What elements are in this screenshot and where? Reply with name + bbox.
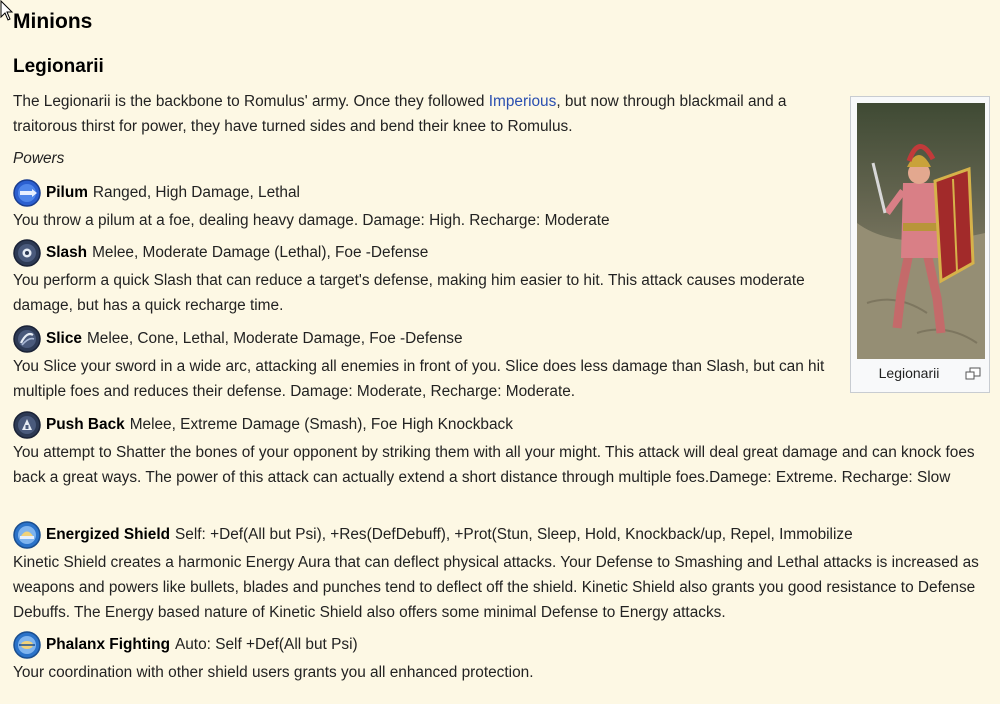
intro-paragraph bbox=[13, 89, 843, 139]
mouse-cursor-icon bbox=[0, 0, 14, 22]
legionarii-figure bbox=[850, 96, 990, 393]
section-heading-minions: Minions bbox=[13, 10, 93, 33]
intro-text-after: , but now through blackmail and a traitorous thirst for power, they have turned sides and bend their knee to Romulus. bbox=[13, 93, 787, 135]
power-tags: Ranged, High Damage, Lethal bbox=[92, 184, 300, 201]
power-tags: Melee, Moderate Damage (Lethal), Foe -Defense bbox=[92, 244, 429, 261]
power-heading-energized-shield bbox=[13, 521, 853, 549]
legionarii-image[interactable] bbox=[857, 103, 985, 359]
subsection-heading-legionarii: Legionarii bbox=[13, 56, 104, 77]
imperious-link[interactable]: Imperious bbox=[488, 93, 557, 110]
power-name: Phalanx Fighting bbox=[46, 636, 170, 653]
power-name: Slice bbox=[46, 330, 82, 347]
power-description: Kinetic Shield creates a harmonic Energy Aura that can deflect physical attacks. Your Defense to Smashing and Lethal attacks is increased as weapons and powers like bullets, blades and punches tend to deflect off the shield. Kinetic Shield also grants you good resistance to Defense Debuffs. The Energy based nature of Kinetic Shield also offers some minimal Defense to Energy attacks. bbox=[13, 554, 979, 621]
power-tags: Auto: Self +Def(All but Psi) bbox=[174, 636, 358, 653]
figure-caption: Legionarii bbox=[878, 365, 940, 381]
power-tags: Melee, Extreme Damage (Smash), Foe High Knockback bbox=[129, 416, 513, 433]
power-tags: Melee, Cone, Lethal, Moderate Damage, Foe -Defense bbox=[86, 330, 463, 347]
power-name: Energized Shield bbox=[46, 526, 171, 543]
power-tags: Self: +Def(All but Psi), +Res(DefDebuff), +Prot(Stun, Sleep, Hold, Knockback/up, Repel, Immobilize bbox=[175, 526, 853, 543]
power-description: You perform a quick Slash that can reduce a target's defense, making him easier to hit. This attack causes moderate damage, but has a quick recharge time. bbox=[13, 272, 805, 314]
power-heading-push-back bbox=[13, 411, 513, 439]
powers-label: Powers bbox=[13, 150, 65, 167]
slash-icon bbox=[13, 239, 41, 267]
power-heading-slice bbox=[13, 325, 463, 353]
power-heading-pilum bbox=[13, 179, 300, 207]
energized-shield-icon bbox=[13, 521, 41, 549]
intro-text-before: The Legionarii is the backbone to Romulus' army. Once they followed bbox=[13, 93, 489, 110]
power-heading-phalanx-fighting bbox=[13, 631, 358, 659]
power-name: Slash bbox=[46, 244, 88, 261]
power-name: Push Back bbox=[46, 416, 125, 433]
power-name: Pilum bbox=[46, 184, 88, 201]
magnify-clip-icon[interactable] bbox=[965, 367, 981, 381]
power-description: You Slice your sword in a wide arc, attacking all enemies in front of you. Slice does less damage than Slash, but can hit multiple foes and reduces their defense. Damage: Moderate, Recharge: Moderate. bbox=[13, 358, 825, 400]
slice-icon bbox=[13, 325, 41, 353]
phalanx-fighting-icon bbox=[13, 631, 41, 659]
push-back-icon bbox=[13, 411, 41, 439]
power-description: You throw a pilum at a foe, dealing heavy damage. Damage: High. Recharge: Moderate bbox=[13, 212, 610, 229]
power-heading-slash bbox=[13, 239, 428, 267]
power-description: You attempt to Shatter the bones of your opponent by striking them with all your might. This attack will deal great damage and can knock foes back a great ways. The power of this attack can actually extend a short distance through multiple foes.Damege: Extreme. Recharge: Slow bbox=[13, 444, 975, 486]
pilum-icon bbox=[13, 179, 41, 207]
power-description: Your coordination with other shield users grants you all enhanced protection. bbox=[13, 664, 534, 681]
